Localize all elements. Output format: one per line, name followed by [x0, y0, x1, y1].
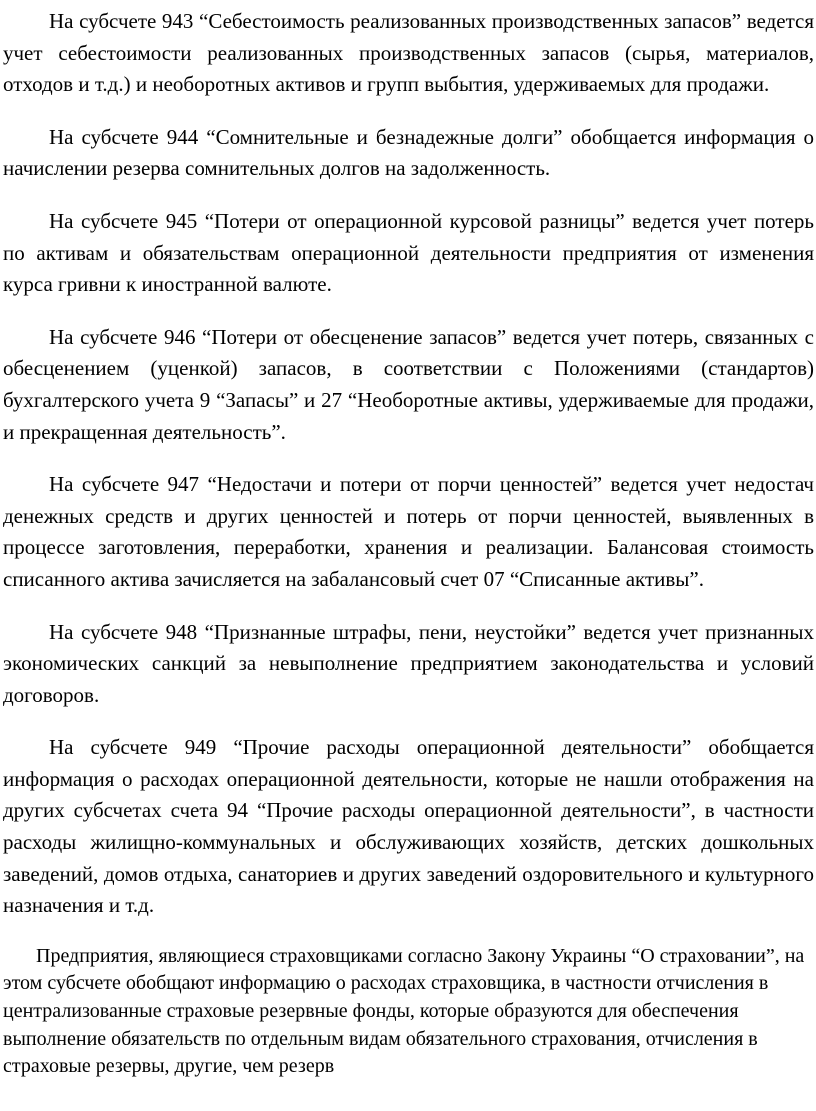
paragraph-insurers: Предприятия, являющиеся страховщиками согласно Закону Украины “О страховании”, на этом субсчете обобщают информацию о расходах страховщика, в частности отчисления в централизованные страховые резервные фонды, которые образуются для обеспечения выполнение обязательств по отдельным видам обязательного страхования, отчисления в страховые резервы, другие, чем резерв — [3, 944, 805, 1078]
paragraph-subaccount-947: На субсчете 947 “Недостачи и потери от порчи ценностей” ведется учет недостач денежных средств и других ценностей и потерь от порчи ценностей, выявленных в процессе заготовления, переработки, хранения и реализации. Балансовая стоимость списанного актива зачисляется на забалансовый счет 07 “Списанные активы”. — [3, 472, 814, 591]
paragraph-subaccount-946: На субсчете 946 “Потери от обесценение запасов” ведется учет потерь, связанных с обесценением (уценкой) запасов, в соответствии с Положениями (стандартов) бухгалтерского учета 9 “Запасы” и 27 “Необоротные активы, удерживаемые для продажи, и прекращенная деятельность”. — [3, 324, 814, 444]
paragraph-subaccount-949: На субсчете 949 “Прочие расходы операционной деятельности” обобщается информация о расходах операционной деятельности, которые не нашли отображения на других субсчетах счета 94 “Прочие расходы операционной деятельности”, в частности расходы жилищно-коммунальных и обслуживающих хозяйств, детских дошкольных заведений, домов отдыха, санаториев и других заведений оздоровительного и культурного назначения и т.д. — [3, 735, 814, 918]
paragraph-subaccount-948: На субсчете 948 “Признанные штрафы, пени, неустойки” ведется учет признанных экономических санкций за невыполнение предприятием законодательства и условий договоров. — [3, 619, 814, 707]
paragraph-subaccount-945: На субсчете 945 “Потери от операционной курсовой разницы” ведется учет потерь по активам и обязательствам операционной деятельности предприятия от изменения курса гривни к иностранной валюте. — [3, 208, 814, 297]
paragraph-subaccount-943: На субсчете 943 “Себестоимость реализованных производственных запасов” ведется учет себестоимости реализованных производственных запасов (сырья, материалов, отходов и т.д.) и необоротных активов и групп выбытия, удерживаемых для продажи. — [3, 9, 814, 97]
paragraph-subaccount-944: На субсчете 944 “Сомнительные и безнадежные долги” обобщается информация о начислении резерва сомнительных долгов на задолженность. — [3, 124, 814, 181]
